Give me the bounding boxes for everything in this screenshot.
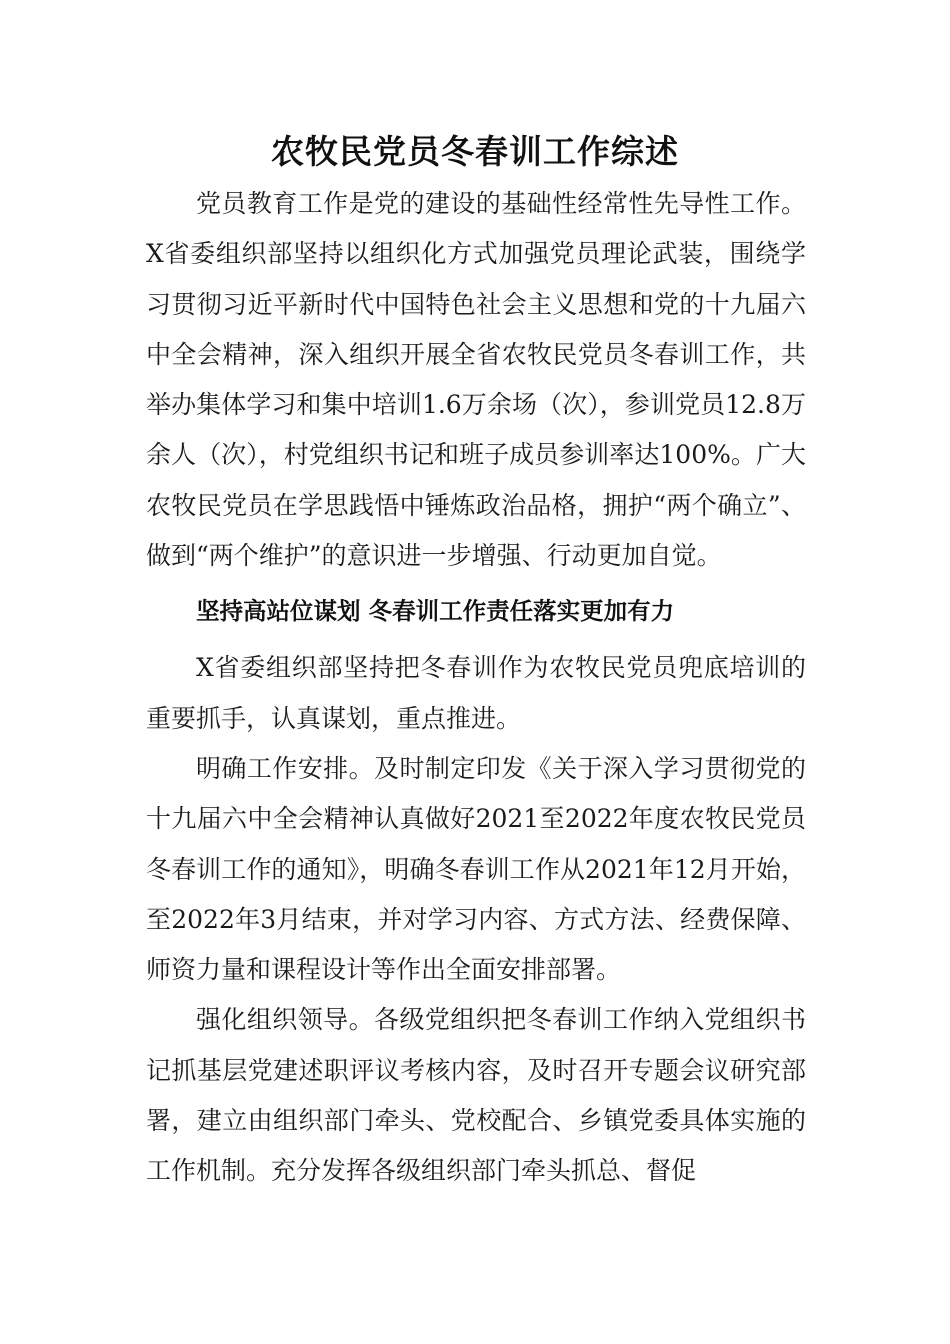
document-title: 农牧民党员冬春训工作综述 bbox=[271, 132, 679, 171]
section-intro-paragraph: X省委组织部坚持把冬春训作为农牧民党员兜底培训的重要抓手，认真谋划，重点推进。 bbox=[146, 653, 806, 733]
organization-leadership-paragraph: 强化组织领导。各级党组织把冬春训工作纳入党组织书记抓基层党建述职评议考核内容，及时召开专题会议研究部署，建立由组织部门牵头、党校配合、乡镇党委具体实施的工作机制。充分发挥各级组织部门牵头抓总、督促 bbox=[146, 1005, 806, 1186]
section-heading: 坚持高站位谋划 冬春训工作责任落实更加有力 bbox=[196, 597, 675, 626]
document-body bbox=[146, 179, 806, 1197]
intro-paragraph: 党员教育工作是党的建设的基础性经常性先导性工作。X省委组织部坚持以组织化方式加强党员理论武装，围绕学习贯彻习近平新时代中国特色社会主义思想和党的十九届六中全会精神，深入组织开展全省农牧民党员冬春训工作，共举办集体学习和集中培训1.6万余场（次），参训党员12.8万余人（次），村党组织书记和班子成员参训率达100%。广大农牧民党员在学思践悟中锤炼政治品格，拥护“两个确立”、做到“两个维护”的意识进一步增强、行动更加自觉。 bbox=[146, 189, 806, 571]
work-arrangement-paragraph: 明确工作安排。及时制定印发《关于深入学习贯彻党的十九届六中全会精神认真做好2021至2022年度农牧民党员冬春训工作的通知》，明确冬春训工作从2021年12月开始，至2022年3月结束，并对学习内容、方式方法、经费保障、师资力量和课程设计等作出全面安排部署。 bbox=[146, 753, 806, 985]
